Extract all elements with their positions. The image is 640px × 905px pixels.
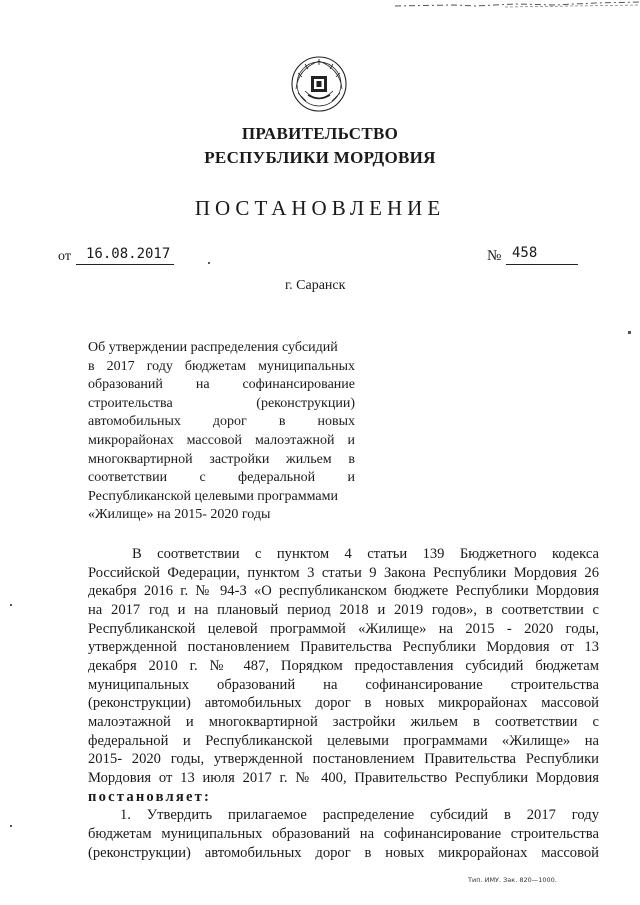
title-line: строительства (реконструкции) bbox=[88, 395, 355, 411]
body-line: декабря 2010 г. № 487, Порядком предоставления субсидий бюджетам bbox=[88, 657, 599, 674]
body-line: декабря 2016 г. № 94-З «О республиканском бюджете Республики Мордовия bbox=[88, 583, 599, 600]
date-label: от bbox=[58, 249, 71, 264]
body-line: федеральной и Республиканской целевыми программами «Жилище» на bbox=[88, 732, 599, 749]
document-number: 458 bbox=[512, 245, 538, 261]
body-line: Мордовия от 13 июля 2017 г. № 400, Правительство Республики Мордовия bbox=[88, 769, 599, 786]
title-line: автомобильных дорог в новых bbox=[88, 414, 355, 430]
body-line: на 2017 год и на плановый период 2018 и 2019 годов», в соответствии с bbox=[88, 601, 599, 618]
scan-artifact-line bbox=[395, 0, 640, 9]
print-footer-note: Тип. ИМУ. Зак. 820—1000. bbox=[468, 876, 557, 884]
preamble-text bbox=[88, 545, 599, 862]
decree-word: постановляет: bbox=[88, 788, 212, 805]
title-line: образований на софинансирование bbox=[88, 377, 355, 393]
body-line: Российской Федерации, пунктом 3 статьи 9 Закона Республики Мордовия 26 bbox=[88, 564, 599, 581]
organization-name-line1: ПРАВИТЕЛЬСТВО bbox=[241, 124, 399, 143]
title-line: «Жилище» на 2015- 2020 годы bbox=[88, 507, 271, 523]
title-line: в 2017 году бюджетам муниципальных bbox=[88, 358, 355, 374]
coat-of-arms-mordovia-icon bbox=[288, 55, 350, 113]
title-line: микрорайонах массовой малоэтажной и bbox=[88, 432, 355, 448]
document-type-title: ПОСТАНОВЛЕНИЕ bbox=[194, 196, 446, 220]
scan-speck bbox=[208, 262, 210, 264]
title-line: многоквартирной застройки жильем в bbox=[88, 451, 355, 467]
number-label: № bbox=[487, 248, 502, 264]
city-line: г. Саранск bbox=[285, 278, 346, 293]
body-line: (реконструкции) автомобильных дорог в новых микрорайонах массовой bbox=[88, 695, 599, 712]
scan-speck bbox=[628, 331, 631, 334]
item-line: бюджетам муниципальных образований на софинансирование строительства bbox=[88, 825, 599, 842]
title-line: Об утверждении распределения субсидий bbox=[88, 340, 338, 355]
title-line: соответствии с федеральной и bbox=[88, 470, 355, 486]
body-line: малоэтажной и многоквартирной застройки жильем в соответствии с bbox=[88, 713, 599, 730]
title-line: Республиканской целевыми программами bbox=[88, 488, 338, 504]
scan-speck bbox=[10, 604, 12, 606]
body-line: муниципальных образований на софинансирование строительства bbox=[88, 676, 599, 693]
body-line: Республиканской целевой программой «Жилище» на 2015 - 2020 годы, bbox=[88, 620, 599, 637]
body-line: В соответствии с пунктом 4 статьи 139 Бюджетного кодекса bbox=[132, 546, 599, 562]
organization-name-line2: РЕСПУБЛИКИ МОРДОВИЯ bbox=[204, 148, 436, 167]
document-title-block bbox=[88, 339, 355, 525]
document-date: 16.08.2017 bbox=[86, 246, 171, 262]
body-line: 2015- 2020 годы, утвержденной постановлением Правительства Республики bbox=[88, 751, 599, 768]
item-line: 1. Утвердить прилагаемое распределение субсидий в 2017 году bbox=[120, 807, 599, 824]
item-line: (реконструкции) автомобильных дорог в новых микрорайонах массовой bbox=[88, 844, 599, 861]
scan-speck bbox=[10, 825, 12, 827]
body-line: утвержденной постановлением Правительства Республики Мордовия от 13 bbox=[88, 639, 599, 656]
